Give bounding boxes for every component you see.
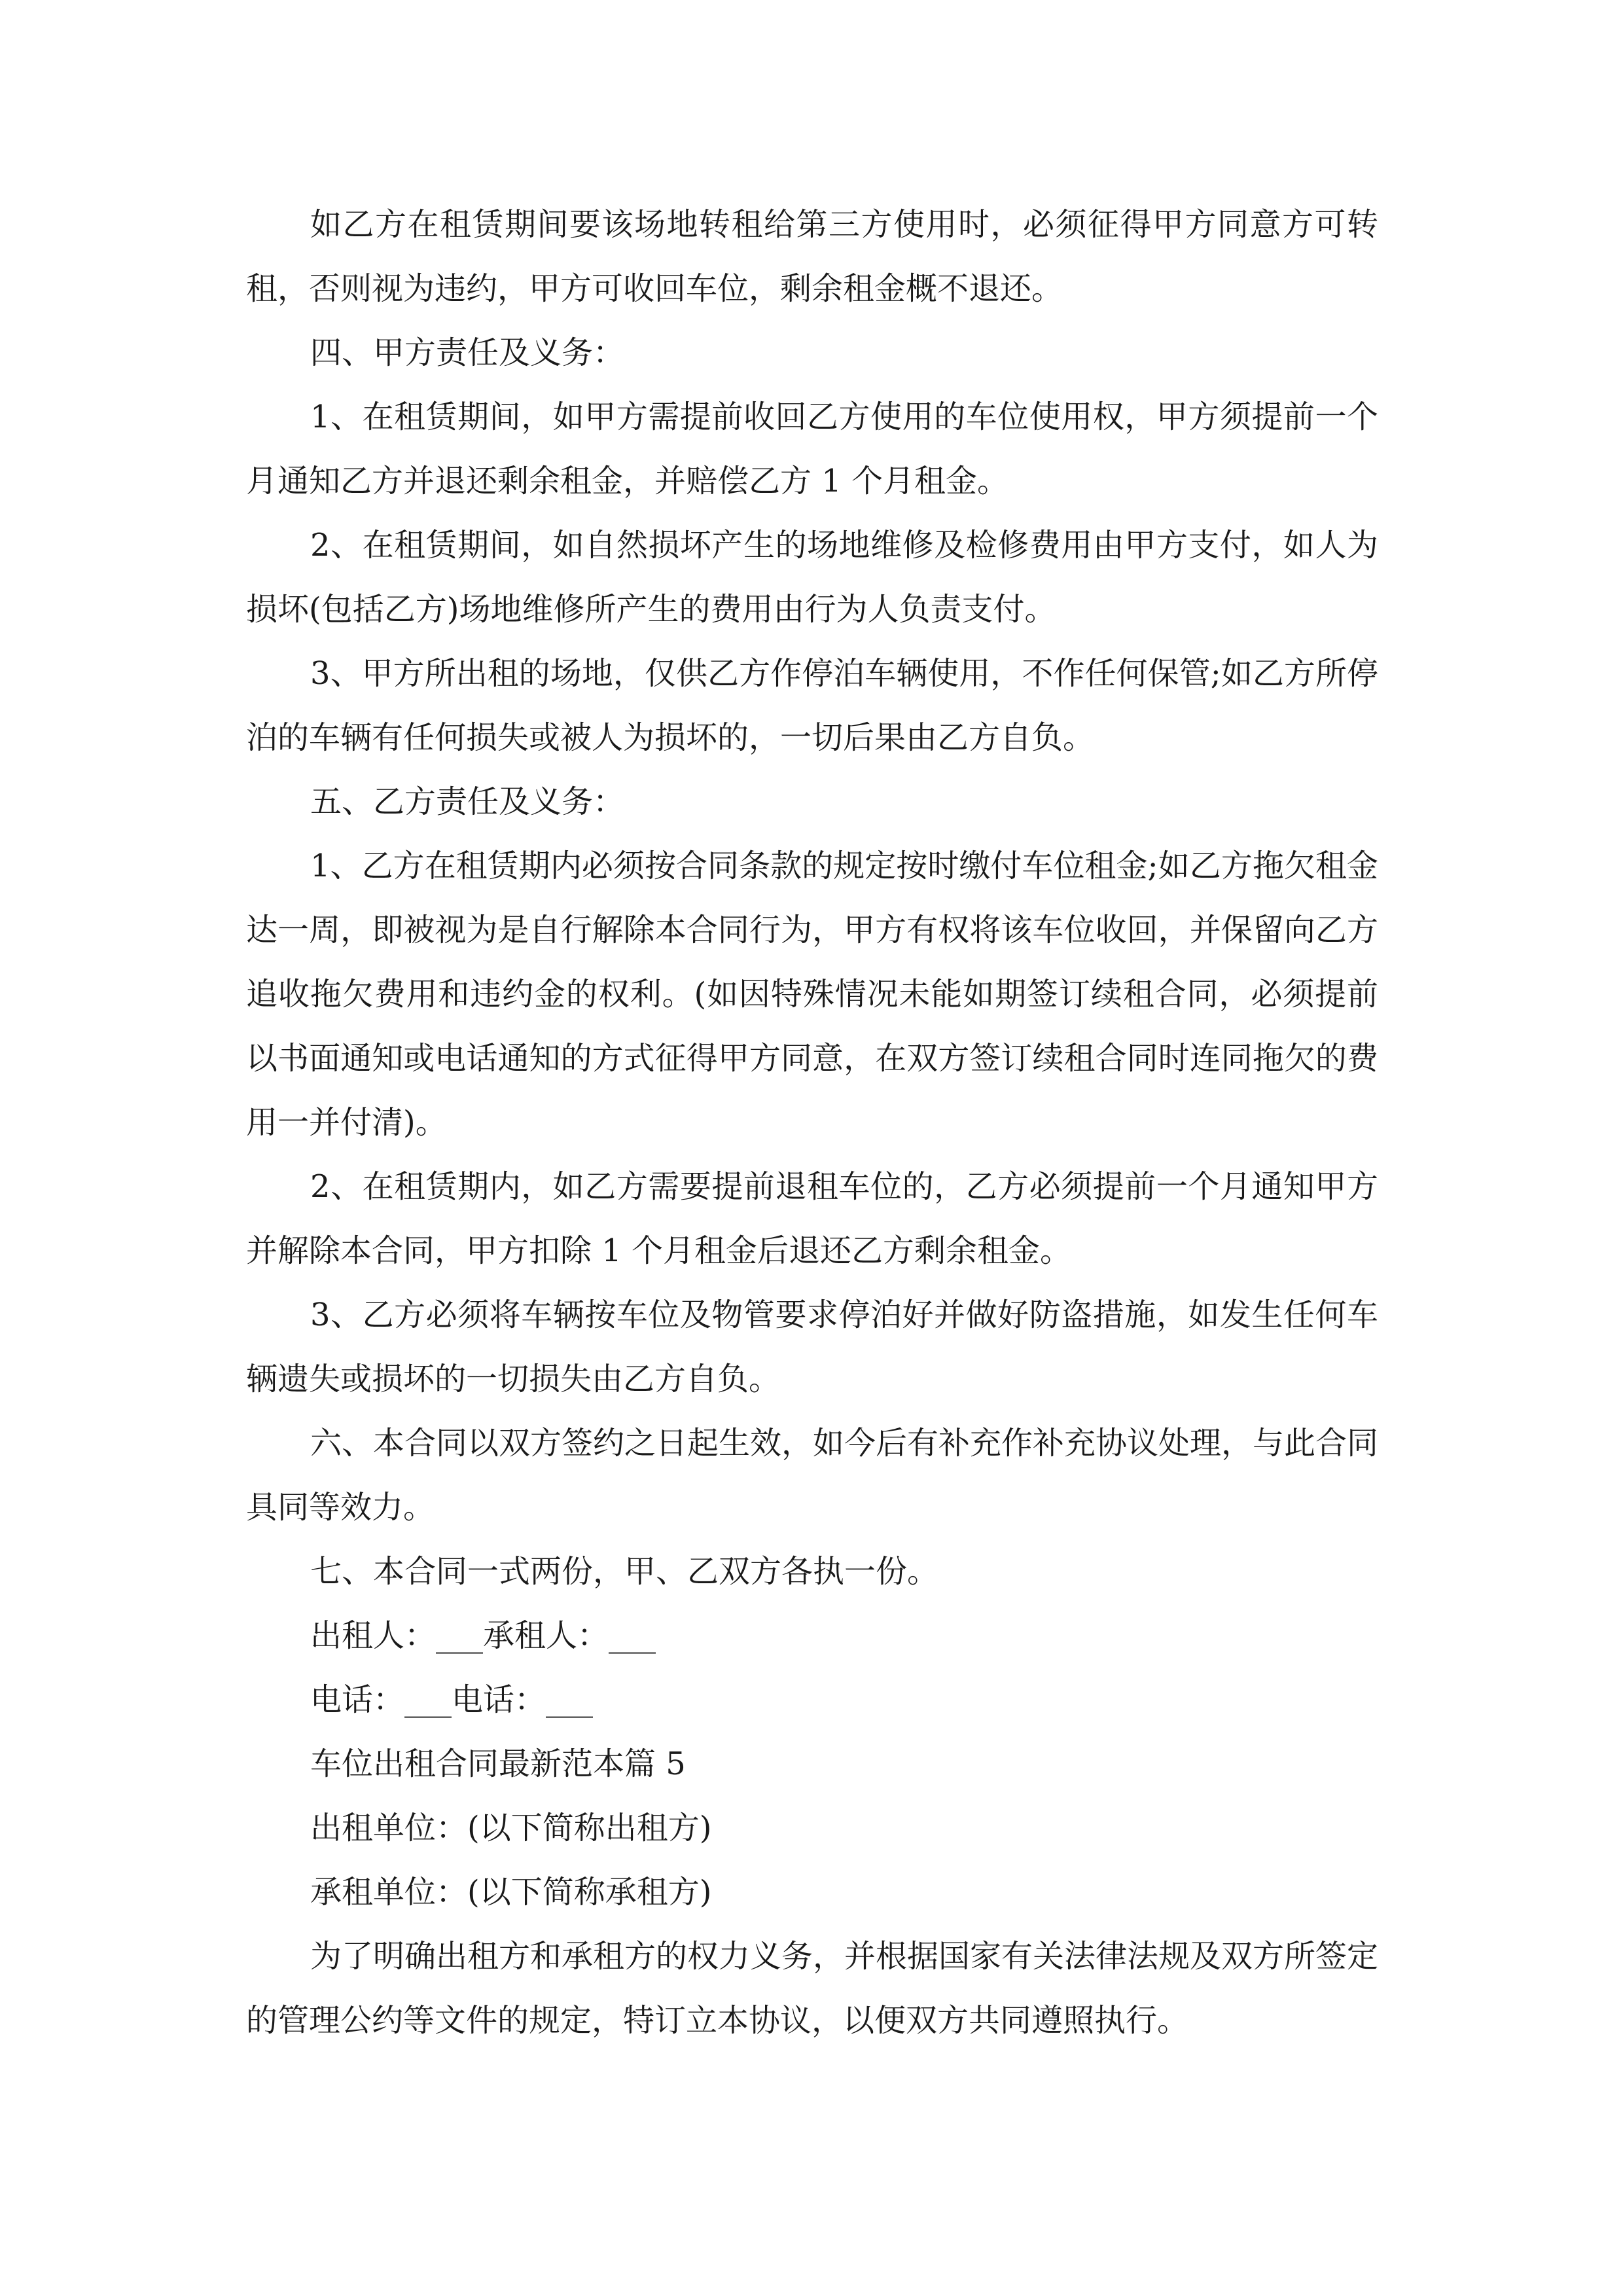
document-body xyxy=(246,192,1378,2053)
paragraph-copies-clause: 七、本合同一式两份，甲、乙双方各执一份。 xyxy=(310,1553,939,1590)
heading-party-b-duties: 五、乙方责任及义务： xyxy=(310,783,625,820)
paragraph-party-a-item-2: 2、在租赁期间，如自然损坏产生的场地维修及检修费用由甲方支付，如人为损坏(包括乙方)场地维修所产生的费用由行为人负责支付。 xyxy=(246,527,1378,628)
section-title-template-5: 车位出租合同最新范本篇 5 xyxy=(310,1746,686,1782)
paragraph-party-a-item-3: 3、甲方所出租的场地，仅供乙方作停泊车辆使用，不作任何保管;如乙方所停泊的车辆有任何损失或被人为损坏的，一切后果由乙方自负。 xyxy=(246,655,1378,756)
signature-line-phones: 电话：___电话：___ xyxy=(310,1681,594,1718)
signature-line-parties: 出租人：___承租人：___ xyxy=(310,1617,656,1654)
field-lessor-unit: 出租单位：(以下简称出租方) xyxy=(310,1810,712,1846)
paragraph-party-b-item-2: 2、在租赁期内，如乙方需要提前退租车位的，乙方必须提前一个月通知甲方并解除本合同，甲方扣除 1 个月租金后退还乙方剩余租金。 xyxy=(246,1168,1378,1269)
field-lessee-unit: 承租单位：(以下简称承租方) xyxy=(310,1874,712,1910)
paragraph-party-a-item-1: 1、在租赁期间，如甲方需提前收回乙方使用的车位使用权，甲方须提前一个月通知乙方并退还剩余租金，并赔偿乙方 1 个月租金。 xyxy=(246,399,1378,499)
paragraph-effective-clause: 六、本合同以双方签约之日起生效，如今后有补充作补充协议处理，与此合同具同等效力。 xyxy=(246,1425,1379,1526)
paragraph-purpose-clause: 为了明确出租方和承租方的权力义务，并根据国家有关法律法规及双方所签定的管理公约等文件的规定，特订立本协议，以便双方共同遵照执行。 xyxy=(246,1938,1379,2039)
paragraph-sublease-clause: 如乙方在租赁期间要该场地转租给第三方使用时，必须征得甲方同意方可转租，否则视为违约，甲方可收回车位，剩余租金概不退还。 xyxy=(246,206,1378,307)
heading-party-a-duties: 四、甲方责任及义务： xyxy=(310,334,625,371)
paragraph-party-b-item-3: 3、乙方必须将车辆按车位及物管要求停泊好并做好防盗措施，如发生任何车辆遗失或损坏的一切损失由乙方自负。 xyxy=(246,1297,1378,1397)
paragraph-party-b-item-1: 1、乙方在租赁期内必须按合同条款的规定按时缴付车位租金;如乙方拖欠租金达一周，即被视为是自行解除本合同行为，甲方有权将该车位收回，并保留向乙方追收拖欠费用和违约金的权利。(如因特殊情况未能如期签订续租合同，必须提前以书面通知或电话通知的方式征得甲方同意，在双方签订续租合同时连同拖欠的费用一并付清)。 xyxy=(246,848,1378,1141)
